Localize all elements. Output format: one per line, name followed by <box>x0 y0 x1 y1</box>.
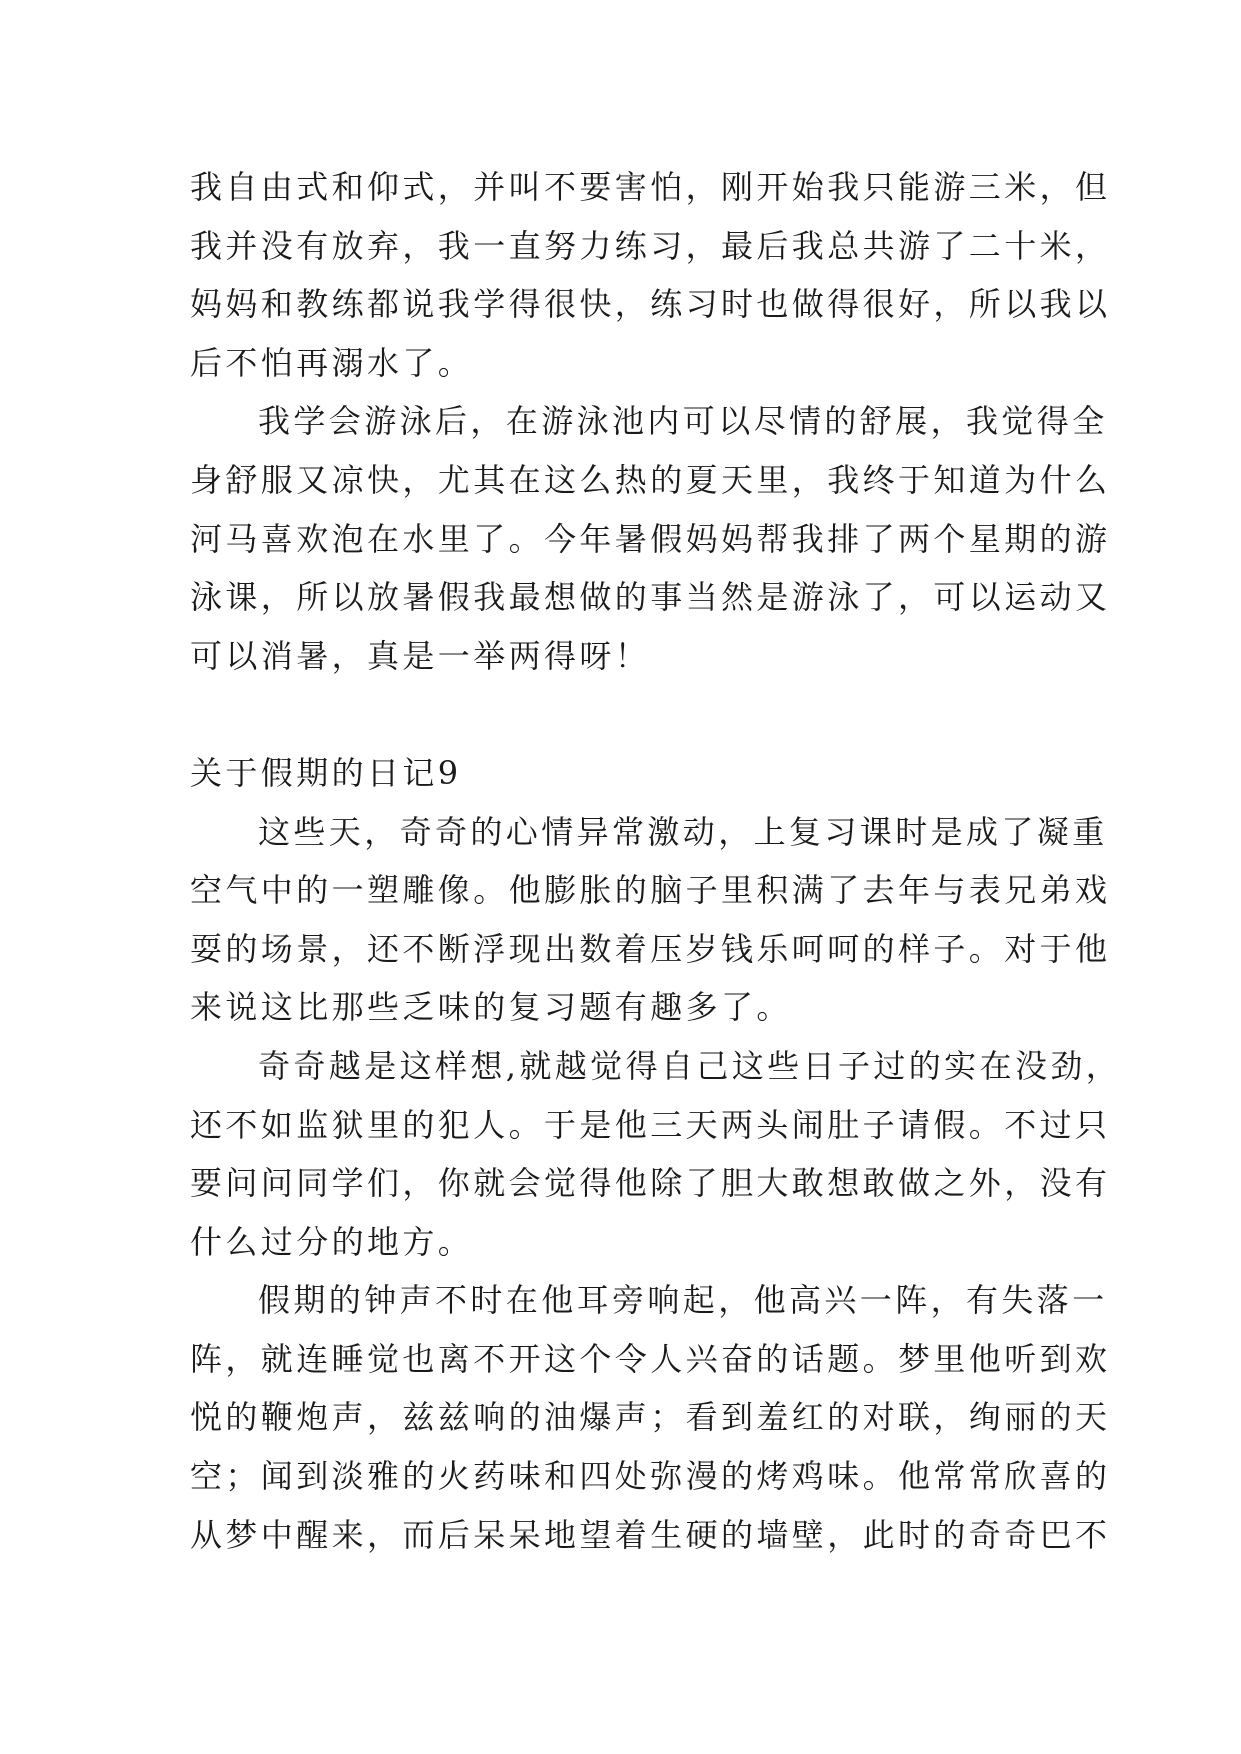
section-heading: 关于假期的日记9 <box>190 753 462 792</box>
text-line: 从梦中醒来，而后呆呆地望着生硬的墙壁，此时的奇奇巴不 <box>190 1515 1111 1554</box>
document-body <box>190 158 1122 1564</box>
text-line: 阵，就连睡觉也离不开这个令人兴奋的话题。梦里他听到欢 <box>190 1339 1111 1378</box>
paragraph-start-line: 我学会游泳后，在游泳池内可以尽情的舒展，我觉得全 <box>258 402 1108 441</box>
text-line: 妈妈和教练都说我学得很快，练习时也做得很好，所以我以 <box>190 285 1111 324</box>
text-line: 来说这比那些乏味的复习题有趣多了。 <box>190 988 792 1027</box>
paragraph-start-line: 奇奇越是这样想,就越觉得自己这些日子过的实在没劲， <box>258 1046 1122 1085</box>
text-line: 我自由式和仰式，并叫不要害怕，刚开始我只能游三米，但 <box>190 168 1111 206</box>
text-line: 可以消暑，真是一举两得呀！ <box>190 636 651 675</box>
text-line: 什么过分的地方。 <box>190 1222 474 1261</box>
text-line: 耍的场景，还不断浮现出数着压岁钱乐呵呵的样子。对于他 <box>190 929 1111 968</box>
text-line: 还不如监狱里的犯人。于是他三天两头闹肚子请假。不过只 <box>190 1105 1111 1144</box>
text-line: 泳课，所以放暑假我最想做的事当然是游泳了，可以运动又 <box>190 578 1111 617</box>
blank-line <box>190 685 1070 744</box>
text-line: 我并没有放弃，我一直努力练习，最后我总共游了二十米， <box>190 226 1111 265</box>
text-line: 悦的鞭炮声，兹兹响的油爆声；看到羞红的对联，绚丽的天 <box>190 1398 1111 1437</box>
text-line: 空；闻到淡雅的火药味和四处弥漫的烤鸡味。他常常欣喜的 <box>190 1457 1111 1496</box>
text-line: 要问问同学们，你就会觉得他除了胆大敢想敢做之外，没有 <box>190 1164 1111 1203</box>
paragraph-start-line: 假期的钟声不时在他耳旁响起，他高兴一阵，有失落一 <box>258 1281 1108 1320</box>
paragraph-start-line: 这些天，奇奇的心情异常激动，上复习课时是成了凝重 <box>258 812 1108 851</box>
text-line: 河马喜欢泡在水里了。今年暑假妈妈帮我排了两个星期的游 <box>190 519 1111 558</box>
text-line: 身舒服又凉快，尤其在这么热的夏天里，我终于知道为什么 <box>190 460 1111 499</box>
text-line: 后不怕再溺水了。 <box>190 343 474 382</box>
text-line: 空气中的一塑雕像。他膨胀的脑子里积满了去年与表兄弟戏 <box>190 871 1111 910</box>
